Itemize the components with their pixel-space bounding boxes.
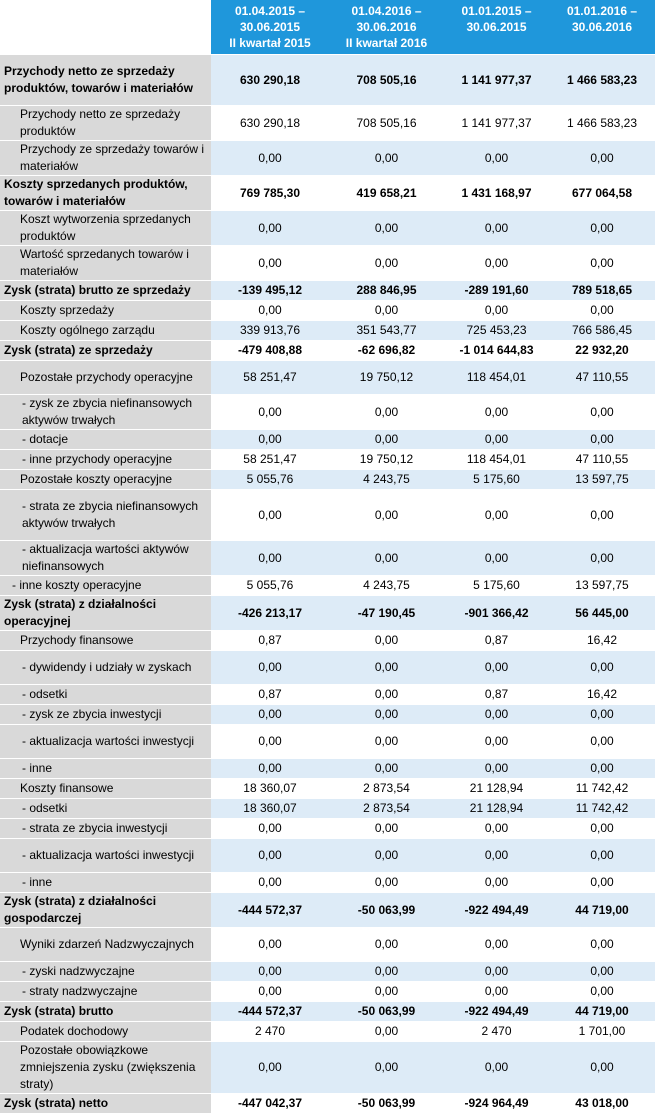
- period-end: 30.06.2016: [571, 20, 633, 34]
- table-row: [0, 893, 655, 928]
- row-value: 47 110,55: [549, 450, 655, 470]
- row-value: 0,00: [549, 141, 655, 176]
- row-value: 2 873,54: [329, 779, 444, 799]
- row-value: 118 454,01: [444, 450, 549, 470]
- row-value: 0,00: [549, 819, 655, 839]
- row-value: 0,00: [444, 490, 549, 541]
- row-value: -479 408,88: [211, 341, 329, 361]
- row-value: 0,00: [329, 651, 444, 685]
- row-label: Zysk (strata) z działalności gospodarczej: [0, 893, 211, 928]
- table-row: [0, 819, 655, 839]
- table-row: [0, 799, 655, 819]
- period-start: 01.01.2016 –: [566, 4, 638, 18]
- row-value: 0,00: [549, 873, 655, 893]
- row-value: 0,00: [329, 759, 444, 779]
- row-value: 0,00: [211, 928, 329, 962]
- table-row: [0, 141, 655, 176]
- row-value: 0,00: [444, 819, 549, 839]
- row-value: -922 494,49: [444, 893, 549, 928]
- table-row: [0, 361, 655, 395]
- table-row: [0, 705, 655, 725]
- row-value: 0,00: [444, 839, 549, 873]
- row-value: 288 846,95: [329, 281, 444, 301]
- row-value: 43 018,00: [549, 1094, 655, 1114]
- row-value: 0,00: [549, 839, 655, 873]
- row-value: 18 360,07: [211, 779, 329, 799]
- row-value: 0,00: [329, 839, 444, 873]
- row-value: 0,00: [211, 211, 329, 246]
- row-value: 44 719,00: [549, 1002, 655, 1022]
- row-value: 56 445,00: [549, 596, 655, 631]
- row-value: 0,00: [444, 705, 549, 725]
- row-label: Podatek dochodowy: [0, 1022, 211, 1042]
- row-value: 0,00: [549, 928, 655, 962]
- row-value: -50 063,99: [329, 1094, 444, 1114]
- row-value: 0,00: [444, 541, 549, 576]
- table-row: [0, 725, 655, 759]
- row-value: 0,00: [549, 651, 655, 685]
- row-value: 0,00: [211, 301, 329, 321]
- row-value: 0,00: [329, 725, 444, 759]
- row-value: 0,00: [211, 1042, 329, 1094]
- row-value: 0,00: [329, 141, 444, 176]
- row-label: - strata ze zbycia niefinansowych aktywów trwałych: [0, 490, 211, 541]
- header-period-q2-2015: [211, 0, 329, 55]
- table-row: [0, 576, 655, 596]
- row-value: 0,00: [444, 928, 549, 962]
- row-label: - aktualizacja wartości inwestycji: [0, 725, 211, 759]
- row-value: 0,00: [211, 651, 329, 685]
- row-label: Przychody netto ze sprzedaży produktów, towarów i materiałów: [0, 55, 211, 106]
- row-value: 0,00: [211, 490, 329, 541]
- row-label: Pozostałe obowiązkowe zmniejszenia zysku (zwiększenia straty): [0, 1042, 211, 1094]
- row-value: 0,00: [329, 631, 444, 651]
- table-row: [0, 759, 655, 779]
- row-value: 0,00: [211, 839, 329, 873]
- row-value: 0,00: [444, 246, 549, 281]
- row-label: Zysk (strata) ze sprzedaży: [0, 341, 211, 361]
- row-value: 58 251,47: [211, 361, 329, 395]
- row-value: -47 190,45: [329, 596, 444, 631]
- period-end: 30.06.2016: [356, 20, 417, 34]
- row-value: 19 750,12: [329, 361, 444, 395]
- row-value: 58 251,47: [211, 450, 329, 470]
- row-value: 0,00: [549, 1042, 655, 1094]
- header-corner: [0, 0, 211, 55]
- row-value: -447 042,37: [211, 1094, 329, 1114]
- row-label: Koszty finansowe: [0, 779, 211, 799]
- row-value: 2 873,54: [329, 799, 444, 819]
- row-label: Przychody netto ze sprzedaży produktów: [0, 106, 211, 141]
- row-label: - dotacje: [0, 430, 211, 450]
- row-value: 0,00: [211, 246, 329, 281]
- row-value: -924 964,49: [444, 1094, 549, 1114]
- row-value: -426 213,17: [211, 596, 329, 631]
- row-value: -922 494,49: [444, 1002, 549, 1022]
- row-value: 0,00: [329, 705, 444, 725]
- row-value: 708 505,16: [329, 106, 444, 141]
- row-value: 5 055,76: [211, 576, 329, 596]
- row-value: 0,00: [211, 395, 329, 430]
- row-value: 0,00: [444, 725, 549, 759]
- row-value: -139 495,12: [211, 281, 329, 301]
- row-value: 708 505,16: [329, 55, 444, 106]
- table-row: [0, 928, 655, 962]
- row-label: - dywidendy i udziały w zyskach: [0, 651, 211, 685]
- row-label: - inne: [0, 759, 211, 779]
- row-label: Koszty sprzedaży: [0, 301, 211, 321]
- row-value: 0,00: [329, 541, 444, 576]
- row-value: 0,87: [444, 685, 549, 705]
- row-label: - strata ze zbycia inwestycji: [0, 819, 211, 839]
- table-row: [0, 211, 655, 246]
- row-label: - zysk ze zbycia inwestycji: [0, 705, 211, 725]
- row-value: 0,00: [549, 982, 655, 1002]
- table-row: [0, 982, 655, 1002]
- row-value: 2 470: [211, 1022, 329, 1042]
- row-value: -50 063,99: [329, 893, 444, 928]
- row-value: 630 290,18: [211, 106, 329, 141]
- row-value: 1 466 583,23: [549, 106, 655, 141]
- table-row: [0, 281, 655, 301]
- row-value: 4 243,75: [329, 470, 444, 490]
- row-value: 339 913,76: [211, 321, 329, 341]
- row-value: 0,00: [329, 962, 444, 982]
- row-label: Przychody finansowe: [0, 631, 211, 651]
- row-value: 0,00: [549, 725, 655, 759]
- row-value: 0,00: [549, 962, 655, 982]
- table-row: [0, 596, 655, 631]
- row-value: 2 470: [444, 1022, 549, 1042]
- row-value: 4 243,75: [329, 576, 444, 596]
- row-value: 0,00: [211, 541, 329, 576]
- table-row: [0, 450, 655, 470]
- row-value: 0,00: [329, 819, 444, 839]
- row-label: Wartość sprzedanych towarów i materiałów: [0, 246, 211, 281]
- row-value: 0,00: [211, 759, 329, 779]
- table-row: [0, 246, 655, 281]
- table-row: [0, 873, 655, 893]
- table-row: [0, 55, 655, 106]
- row-label: - aktualizacja wartości inwestycji: [0, 839, 211, 873]
- period-label: II kwartał 2016: [345, 36, 428, 50]
- row-value: 5 175,60: [444, 470, 549, 490]
- row-value: -901 366,42: [444, 596, 549, 631]
- row-label: - straty nadzwyczajne: [0, 982, 211, 1002]
- row-value: 0,00: [549, 705, 655, 725]
- period-label: II kwartał 2015: [229, 36, 311, 50]
- row-label: Koszty sprzedanych produktów, towarów i materiałów: [0, 176, 211, 211]
- row-value: 0,00: [444, 141, 549, 176]
- table-row: [0, 651, 655, 685]
- row-value: 1 466 583,23: [549, 55, 655, 106]
- row-label: Pozostałe koszty operacyjne: [0, 470, 211, 490]
- row-value: 0,00: [549, 211, 655, 246]
- row-value: 0,00: [444, 982, 549, 1002]
- row-value: -1 014 644,83: [444, 341, 549, 361]
- period-start: 01.04.2016 –: [351, 4, 422, 18]
- row-value: 0,00: [329, 685, 444, 705]
- row-value: 0,00: [329, 490, 444, 541]
- row-value: -50 063,99: [329, 1002, 444, 1022]
- row-value: 0,00: [329, 301, 444, 321]
- period-start: 01.04.2015 –: [234, 4, 306, 18]
- row-value: 0,00: [329, 430, 444, 450]
- row-value: 1 431 168,97: [444, 176, 549, 211]
- row-value: 0,87: [444, 631, 549, 651]
- row-label: Wyniki zdarzeń Nadzwyczajnych: [0, 928, 211, 962]
- row-value: 0,00: [444, 301, 549, 321]
- row-value: 16,42: [549, 631, 655, 651]
- row-value: 0,00: [549, 246, 655, 281]
- table-row: [0, 321, 655, 341]
- row-value: 0,00: [549, 430, 655, 450]
- row-label: Zysk (strata) z działalności operacyjnej: [0, 596, 211, 631]
- row-value: 0,00: [211, 873, 329, 893]
- row-value: 677 064,58: [549, 176, 655, 211]
- row-value: 725 453,23: [444, 321, 549, 341]
- row-value: 0,00: [329, 1042, 444, 1094]
- table-row: [0, 541, 655, 576]
- row-value: 0,00: [549, 541, 655, 576]
- header-row: [0, 0, 655, 55]
- table-row: [0, 301, 655, 321]
- row-value: 0,00: [211, 819, 329, 839]
- row-value: 0,00: [444, 1042, 549, 1094]
- row-value: 1 701,00: [549, 1022, 655, 1042]
- table-row: [0, 962, 655, 982]
- row-value: -62 696,82: [329, 341, 444, 361]
- table-row: [0, 470, 655, 490]
- row-value: 11 742,42: [549, 799, 655, 819]
- row-value: 0,00: [211, 705, 329, 725]
- row-value: 0,87: [211, 685, 329, 705]
- row-value: 19 750,12: [329, 450, 444, 470]
- table-row: [0, 1042, 655, 1094]
- row-label: Zysk (strata) netto: [0, 1094, 211, 1114]
- row-value: 118 454,01: [444, 361, 549, 395]
- table-row: [0, 839, 655, 873]
- row-label: Przychody ze sprzedaży towarów i materiałów: [0, 141, 211, 176]
- row-value: 0,00: [329, 1022, 444, 1042]
- row-value: 0,00: [444, 430, 549, 450]
- row-value: 0,00: [329, 395, 444, 430]
- row-label: Koszt wytworzenia sprzedanych produktów: [0, 211, 211, 246]
- table-row: [0, 1094, 655, 1114]
- row-value: 0,00: [211, 962, 329, 982]
- row-value: 0,00: [444, 962, 549, 982]
- row-label: - zysk ze zbycia niefinansowych aktywów trwałych: [0, 395, 211, 430]
- row-value: 0,00: [444, 759, 549, 779]
- row-label: - inne przychody operacyjne: [0, 450, 211, 470]
- row-value: 351 543,77: [329, 321, 444, 341]
- header-period-h1-2015: [444, 0, 549, 55]
- row-value: 47 110,55: [549, 361, 655, 395]
- row-label: - zyski nadzwyczajne: [0, 962, 211, 982]
- row-value: 0,00: [444, 395, 549, 430]
- row-value: 0,00: [444, 651, 549, 685]
- row-label: - odsetki: [0, 799, 211, 819]
- row-value: 0,00: [444, 873, 549, 893]
- row-value: 13 597,75: [549, 470, 655, 490]
- header-period-q2-2016: [329, 0, 444, 55]
- table-row: [0, 341, 655, 361]
- table-row: [0, 430, 655, 450]
- row-value: 0,00: [329, 211, 444, 246]
- row-value: 1 141 977,37: [444, 106, 549, 141]
- row-value: 0,00: [549, 301, 655, 321]
- row-value: 0,00: [549, 395, 655, 430]
- table-row: [0, 176, 655, 211]
- row-value: 766 586,45: [549, 321, 655, 341]
- table-row: [0, 395, 655, 430]
- row-value: 11 742,42: [549, 779, 655, 799]
- row-value: 1 141 977,37: [444, 55, 549, 106]
- period-start: 01.01.2015 –: [461, 4, 532, 18]
- header-period-h1-2016: [549, 0, 655, 55]
- row-value: -444 572,37: [211, 1002, 329, 1022]
- row-value: 419 658,21: [329, 176, 444, 211]
- row-value: -289 191,60: [444, 281, 549, 301]
- row-value: 0,00: [329, 873, 444, 893]
- table-row: [0, 685, 655, 705]
- row-value: 630 290,18: [211, 55, 329, 106]
- row-label: - odsetki: [0, 685, 211, 705]
- table-row: [0, 1002, 655, 1022]
- row-value: 769 785,30: [211, 176, 329, 211]
- row-label: - inne: [0, 873, 211, 893]
- table-row: [0, 490, 655, 541]
- row-value: 0,00: [549, 490, 655, 541]
- row-label: Pozostałe przychody operacyjne: [0, 361, 211, 395]
- row-value: 0,00: [211, 141, 329, 176]
- row-value: 0,00: [549, 759, 655, 779]
- row-value: 0,00: [444, 211, 549, 246]
- row-value: 21 128,94: [444, 779, 549, 799]
- row-label: Zysk (strata) brutto: [0, 1002, 211, 1022]
- row-value: 0,00: [211, 982, 329, 1002]
- row-label: Zysk (strata) brutto ze sprzedaży: [0, 281, 211, 301]
- row-value: 22 932,20: [549, 341, 655, 361]
- row-value: 0,00: [211, 725, 329, 759]
- row-value: 44 719,00: [549, 893, 655, 928]
- row-value: 0,00: [329, 928, 444, 962]
- period-end: 30.06.2015: [239, 20, 301, 34]
- row-value: -444 572,37: [211, 893, 329, 928]
- period-end: 30.06.2015: [466, 20, 527, 34]
- table-row: [0, 106, 655, 141]
- row-value: 0,00: [211, 430, 329, 450]
- row-value: 13 597,75: [549, 576, 655, 596]
- row-value: 789 518,65: [549, 281, 655, 301]
- row-label: - aktualizacja wartości aktywów niefinansowych: [0, 541, 211, 576]
- row-value: 0,00: [329, 982, 444, 1002]
- table-row: [0, 1022, 655, 1042]
- row-value: 0,87: [211, 631, 329, 651]
- table-row: [0, 779, 655, 799]
- row-label: Koszty ogólnego zarządu: [0, 321, 211, 341]
- row-value: 5 175,60: [444, 576, 549, 596]
- row-label: - inne koszty operacyjne: [0, 576, 211, 596]
- row-value: 5 055,76: [211, 470, 329, 490]
- row-value: 18 360,07: [211, 799, 329, 819]
- row-value: 0,00: [329, 246, 444, 281]
- row-value: 16,42: [549, 685, 655, 705]
- table-row: [0, 631, 655, 651]
- row-value: 21 128,94: [444, 799, 549, 819]
